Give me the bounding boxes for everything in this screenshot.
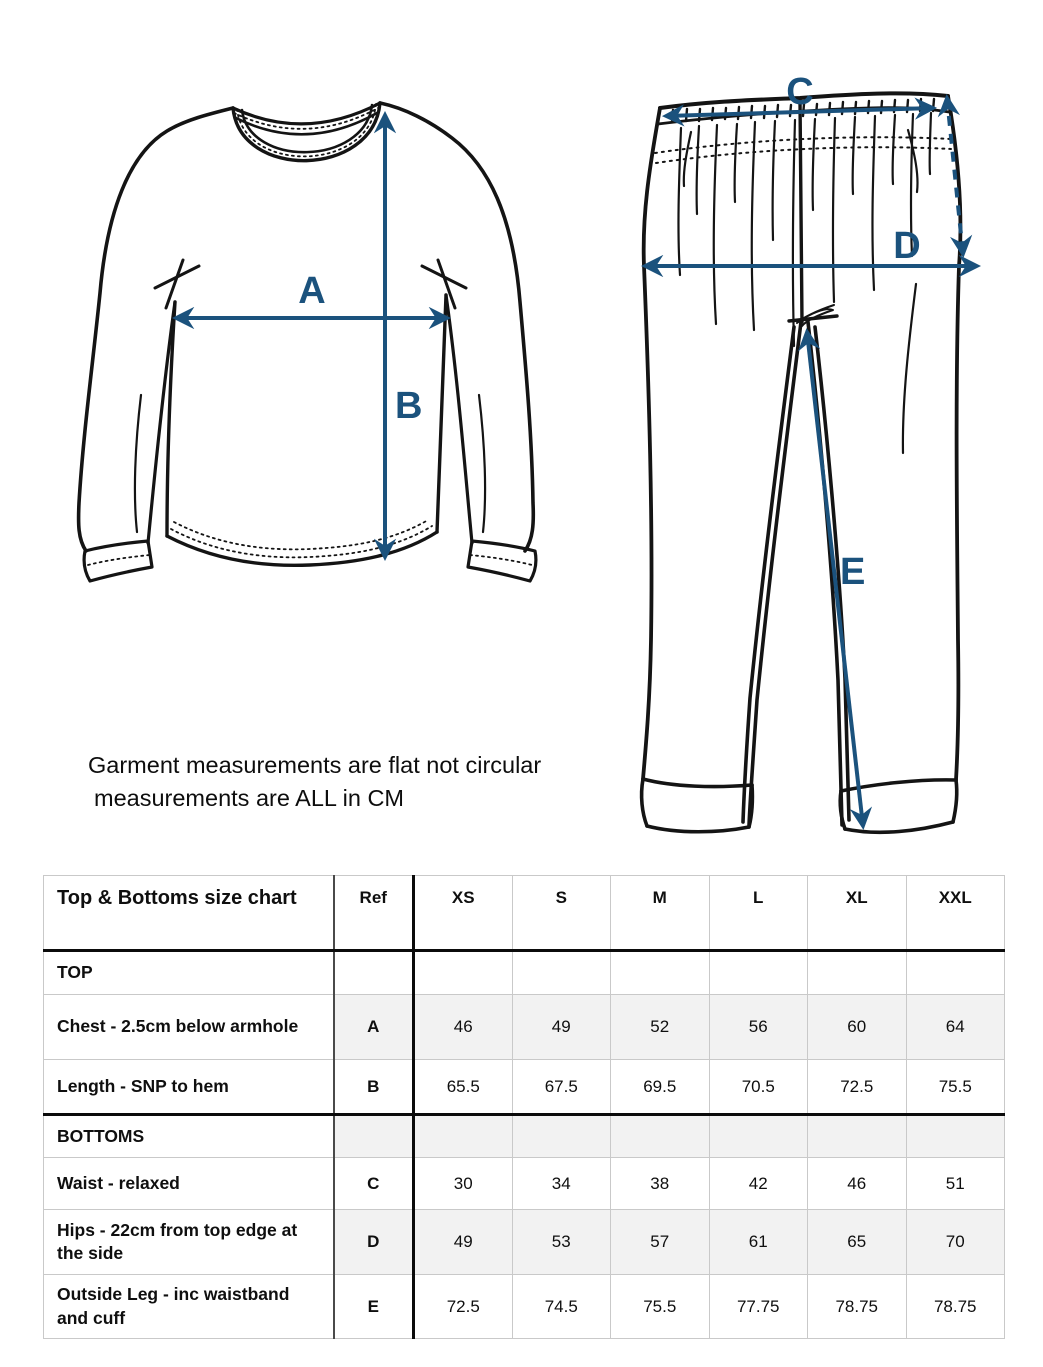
empty-cell (611, 1115, 710, 1158)
row-label: Chest - 2.5cm below armhole (44, 995, 334, 1060)
row-value: 75.5 (906, 1060, 1005, 1115)
empty-cell (334, 951, 414, 995)
row-value: 75.5 (611, 1275, 710, 1339)
measurement-note-line1: Garment measurements are flat not circular (88, 752, 542, 778)
measurement-label-e: E (840, 551, 866, 593)
row-value: 70 (906, 1210, 1005, 1275)
measurement-label-d: D (893, 225, 921, 267)
tee-measurement-arrows (176, 115, 447, 557)
row-value: 38 (611, 1158, 710, 1210)
row-ref: D (334, 1210, 414, 1275)
row-value: 52 (611, 995, 710, 1060)
empty-cell (709, 1115, 808, 1158)
measurement-note-line2: measurements are ALL in CM (94, 785, 404, 811)
tee-outline (79, 103, 536, 581)
empty-cell (906, 1115, 1005, 1158)
row-value: 46 (414, 995, 513, 1060)
row-value: 78.75 (906, 1275, 1005, 1339)
joggers-outline (642, 93, 961, 832)
hip-drop-dashed-line (947, 98, 963, 254)
empty-cell (808, 1115, 907, 1158)
empty-cell (808, 951, 907, 995)
size-header-m: M (611, 876, 710, 951)
row-ref: B (334, 1060, 414, 1115)
empty-cell (512, 1115, 611, 1158)
size-header-l: L (709, 876, 808, 951)
ref-header: Ref (334, 876, 414, 951)
section-row-bottoms (44, 1115, 1005, 1158)
row-value: 49 (512, 995, 611, 1060)
row-value: 60 (808, 995, 907, 1060)
size-table (43, 875, 1005, 1339)
section-label-bottoms: BOTTOMS (44, 1115, 334, 1158)
row-label: Waist - relaxed (44, 1158, 334, 1210)
row-value: 70.5 (709, 1060, 808, 1115)
table-header-row (44, 876, 1005, 951)
empty-cell (414, 1115, 513, 1158)
section-label-top: TOP (44, 951, 334, 995)
row-ref: E (334, 1275, 414, 1339)
row-value: 74.5 (512, 1275, 611, 1339)
row-label: Hips - 22cm from top edge at the side (44, 1210, 334, 1275)
row-value: 65.5 (414, 1060, 513, 1115)
empty-cell (611, 951, 710, 995)
row-value: 46 (808, 1158, 907, 1210)
top-flat-sketch (63, 90, 545, 605)
measurement-note (88, 749, 541, 815)
row-value: 77.75 (709, 1275, 808, 1339)
row-value: 65 (808, 1210, 907, 1275)
row-value: 56 (709, 995, 808, 1060)
empty-cell (334, 1115, 414, 1158)
row-ref: A (334, 995, 414, 1060)
row-label: Outside Leg - inc waistband and cuff (44, 1275, 334, 1339)
table-row-waist (44, 1158, 1005, 1210)
row-value: 72.5 (414, 1275, 513, 1339)
row-value: 61 (709, 1210, 808, 1275)
row-value: 49 (414, 1210, 513, 1275)
size-header-xxl: XXL (906, 876, 1005, 951)
table-row-hips (44, 1210, 1005, 1275)
row-value: 67.5 (512, 1060, 611, 1115)
measurement-label-c: C (786, 71, 814, 113)
empty-cell (512, 951, 611, 995)
row-value: 72.5 (808, 1060, 907, 1115)
row-value: 69.5 (611, 1060, 710, 1115)
row-ref: C (334, 1158, 414, 1210)
row-value: 64 (906, 995, 1005, 1060)
row-value: 57 (611, 1210, 710, 1275)
size-header-xl: XL (808, 876, 907, 951)
row-value: 42 (709, 1158, 808, 1210)
measurement-label-b: B (395, 385, 423, 427)
size-header-s: S (512, 876, 611, 951)
empty-cell (709, 951, 808, 995)
row-value: 30 (414, 1158, 513, 1210)
table-row-chest (44, 995, 1005, 1060)
row-value: 78.75 (808, 1275, 907, 1339)
table-row-outside-leg (44, 1275, 1005, 1339)
bottoms-flat-sketch (603, 60, 1003, 848)
joggers-measurement-arrows (645, 98, 977, 826)
measurement-label-a: A (298, 270, 326, 312)
table-row-length (44, 1060, 1005, 1115)
row-value: 53 (512, 1210, 611, 1275)
empty-cell (906, 951, 1005, 995)
row-label: Length - SNP to hem (44, 1060, 334, 1115)
size-header-xs: XS (414, 876, 513, 951)
row-value: 51 (906, 1158, 1005, 1210)
empty-cell (414, 951, 513, 995)
table-title: Top & Bottoms size chart (44, 876, 334, 951)
row-value: 34 (512, 1158, 611, 1210)
section-row-top (44, 951, 1005, 995)
